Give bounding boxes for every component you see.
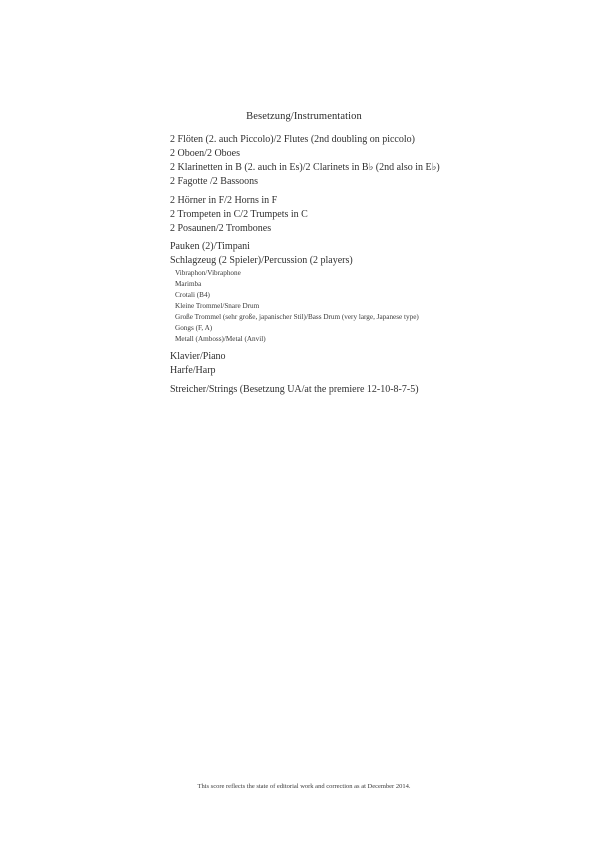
instrument-line: Klavier/Piano xyxy=(170,351,226,362)
instrument-line: 2 Trompeten in C/2 Trumpets in C xyxy=(170,209,308,220)
keyboard-harp-section xyxy=(170,350,590,378)
timpani-line: Pauken (2)/Timpani xyxy=(170,241,250,252)
percussion-item: Kleine Trommel/Snare Drum xyxy=(175,302,260,310)
instrument-line: 2 Flöten (2. auch Piccolo)/2 Flutes (2nd doubling on piccolo) xyxy=(170,134,415,145)
percussion-heading: Schlagzeug (2 Spieler)/Percussion (2 players) xyxy=(170,255,353,266)
instrument-line: 2 Fagotte /2 Bassoons xyxy=(170,176,259,187)
editorial-footer-note: This score reflects the state of editorial work and correction as at December 2014. xyxy=(197,783,411,790)
strings-line: Streicher/Strings (Besetzung UA/at the premiere 12-10-8-7-5) xyxy=(170,384,419,395)
strings-section xyxy=(170,383,590,397)
instrument-line: 2 Hörner in F/2 Horns in F xyxy=(170,195,278,206)
percussion-item: Crotali (B4) xyxy=(175,291,210,299)
brass-section xyxy=(170,194,590,236)
instrument-line: Harfe/Harp xyxy=(170,365,216,376)
instrument-line: 2 Posaunen/2 Trombones xyxy=(170,223,272,234)
percussion-section xyxy=(170,240,590,345)
percussion-item: Marimba xyxy=(175,280,202,288)
percussion-item: Vibraphon/Vibraphone xyxy=(175,269,241,277)
instrument-line: 2 Oboen/2 Oboes xyxy=(170,148,240,159)
instrument-line: 2 Klarinetten in B (2. auch in Es)/2 Clarinets in B♭ (2nd also in E♭) xyxy=(170,162,440,173)
page-title: Besetzung/Instrumentation xyxy=(246,111,362,122)
percussion-item: Metall (Amboss)/Metal (Anvil) xyxy=(175,335,266,343)
percussion-item: Gongs (F, A) xyxy=(175,324,213,332)
woodwinds-section xyxy=(170,133,590,189)
percussion-item: Große Trommel (sehr große, japanischer Stil)/Bass Drum (very large, Japanese type) xyxy=(175,313,419,321)
